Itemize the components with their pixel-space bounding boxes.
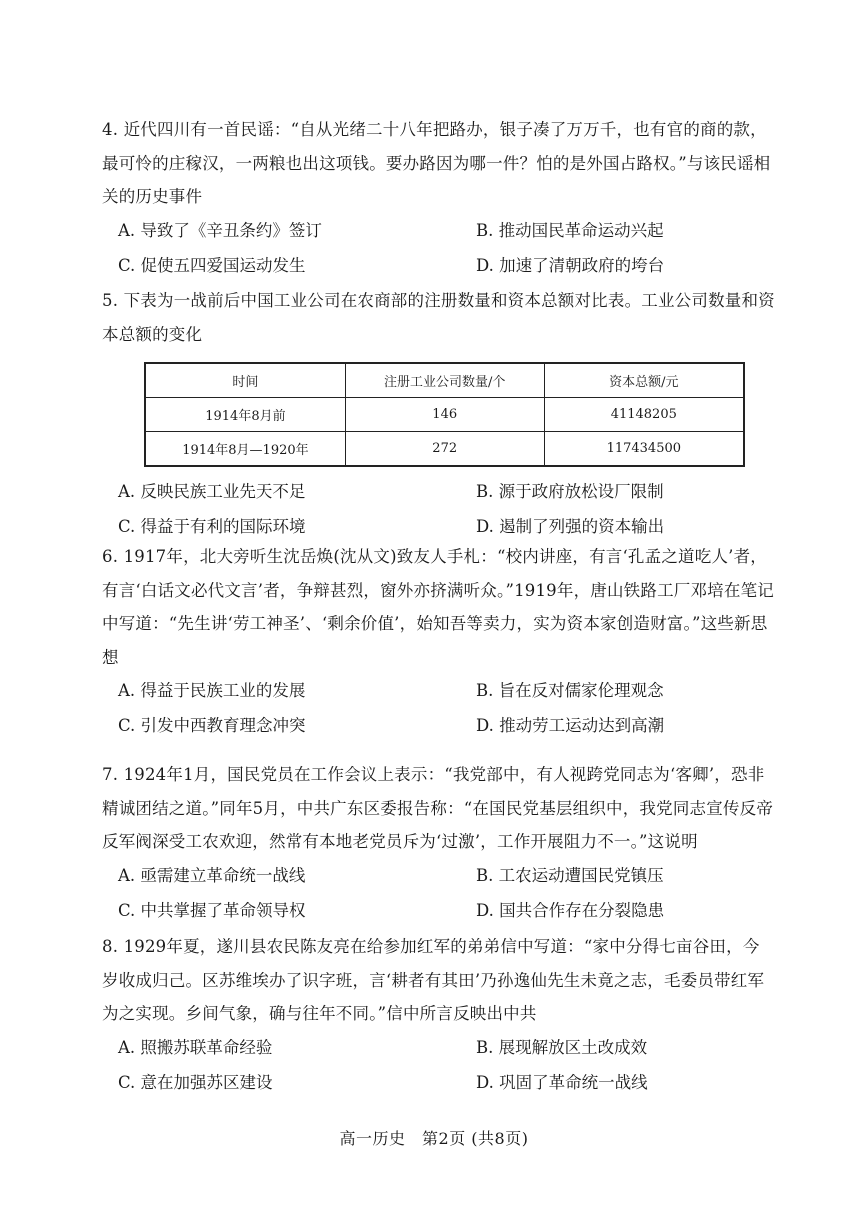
option-d[interactable]: D. 加速了清朝政府的垮台	[476, 255, 665, 275]
option-a[interactable]: A. 反映民族工业先天不足	[118, 482, 306, 501]
question-5	[102, 284, 776, 351]
option-d[interactable]: D. 国共合作存在分裂隐患	[476, 900, 665, 920]
option-a[interactable]: A. 亟需建立革命统一战线	[118, 865, 306, 885]
question-5-options	[116, 478, 776, 548]
table-cell: 1914年8月前	[145, 398, 345, 432]
question-6	[102, 540, 776, 747]
question-stem: 7. 1924年1月，国民党员在工作会议上表示：“我党部中，有人视跨党同志为‘客卿’，恐非精诚团结之道。”同年5月，中共广东区委报告称：“在国民党基层组织中，我党同志宣传反帝反军阀深受工农欢迎，然常有本地老党员斥为‘过激’，工作开展阻力不一。”这说明	[102, 765, 774, 851]
option-c[interactable]: C. 引发中西教育理念冲突	[118, 716, 306, 735]
table-row	[145, 432, 744, 467]
table-row	[145, 398, 744, 432]
answer-options	[116, 862, 776, 932]
answer-options	[116, 1034, 776, 1104]
answer-options	[116, 677, 776, 747]
option-b[interactable]: B. 源于政府放松设厂限制	[476, 482, 664, 501]
option-b[interactable]: B. 展现解放区土改成效	[476, 1037, 648, 1057]
table-cell: 117434500	[544, 432, 744, 467]
answer-options	[116, 217, 776, 287]
question-stem: 4. 近代四川有一首民谣：“自从光绪二十八年把路办，银子凑了万万千，也有官的商的款，最可怜的庄稼汉，一两粮也出这项钱。要办路因为哪一件？怕的是外国占路权。”与该民谣相关的历史事件	[102, 120, 771, 206]
option-a[interactable]: A. 照搬苏联革命经验	[118, 1037, 273, 1057]
data-table	[144, 362, 745, 467]
table-header-cell: 资本总额/元	[544, 363, 744, 398]
table-header-cell: 时间	[145, 363, 345, 398]
question-4	[102, 113, 776, 287]
table-header-row	[145, 363, 744, 398]
table-cell: 41148205	[544, 398, 744, 432]
option-c[interactable]: C. 意在加强苏区建设	[118, 1072, 273, 1092]
option-b[interactable]: B. 工农运动遭国民党镇压	[476, 865, 664, 885]
option-d[interactable]: D. 巩固了革命统一战线	[476, 1072, 648, 1092]
option-a[interactable]: A. 导致了《辛丑条约》签订	[118, 220, 322, 240]
question-8	[102, 930, 776, 1104]
option-c[interactable]: C. 得益于有利的国际环境	[118, 517, 306, 536]
option-c[interactable]: C. 中共掌握了革命领导权	[118, 900, 306, 920]
table-cell: 1914年8月—1920年	[145, 432, 345, 467]
table-header-cell: 注册工业公司数量/个	[345, 363, 544, 398]
question-stem: 8. 1929年夏，遂川县农民陈友亮在给参加红军的弟弟信中写道：“家中分得七亩谷田，今岁收成归己。区苏维埃办了识字班，言‘耕者有其田’乃孙逸仙先生未竟之志，毛委员带红军为之实现。乡间气象，确与往年不同。”信中所言反映出中共	[102, 937, 765, 1023]
question-stem: 6. 1917年，北大旁听生沈岳焕(沈从文)致友人手札：“校内讲座，有言‘孔孟之道吃人’者，有言‘白话文必代文言’者，争辩甚烈，窗外亦挤满听众。”1919年，唐山铁路工厂邓培在笔记中写道：“先生讲‘劳工神圣’、‘剩余价值’，始知吾等卖力，实为资本家创造财富。”这些新思想	[102, 547, 774, 667]
option-d[interactable]: D. 推动劳工运动达到高潮	[476, 716, 665, 735]
option-b[interactable]: B. 推动国民革命运动兴起	[476, 220, 664, 240]
option-b[interactable]: B. 旨在反对儒家伦理观念	[476, 681, 664, 700]
page-footer: 高一历史 第2页 (共8页)	[339, 1129, 529, 1148]
table-cell: 146	[345, 398, 544, 432]
question-7	[102, 758, 776, 932]
table-cell: 272	[345, 432, 544, 467]
option-d[interactable]: D. 遏制了列强的资本输出	[476, 517, 665, 536]
option-c[interactable]: C. 促使五四爱国运动发生	[118, 255, 306, 275]
question-stem: 5. 下表为一战前后中国工业公司在农商部的注册数量和资本总额对比表。工业公司数量和资本总额的变化	[102, 291, 775, 344]
option-a[interactable]: A. 得益于民族工业的发展	[118, 681, 306, 700]
answer-options	[116, 478, 776, 548]
